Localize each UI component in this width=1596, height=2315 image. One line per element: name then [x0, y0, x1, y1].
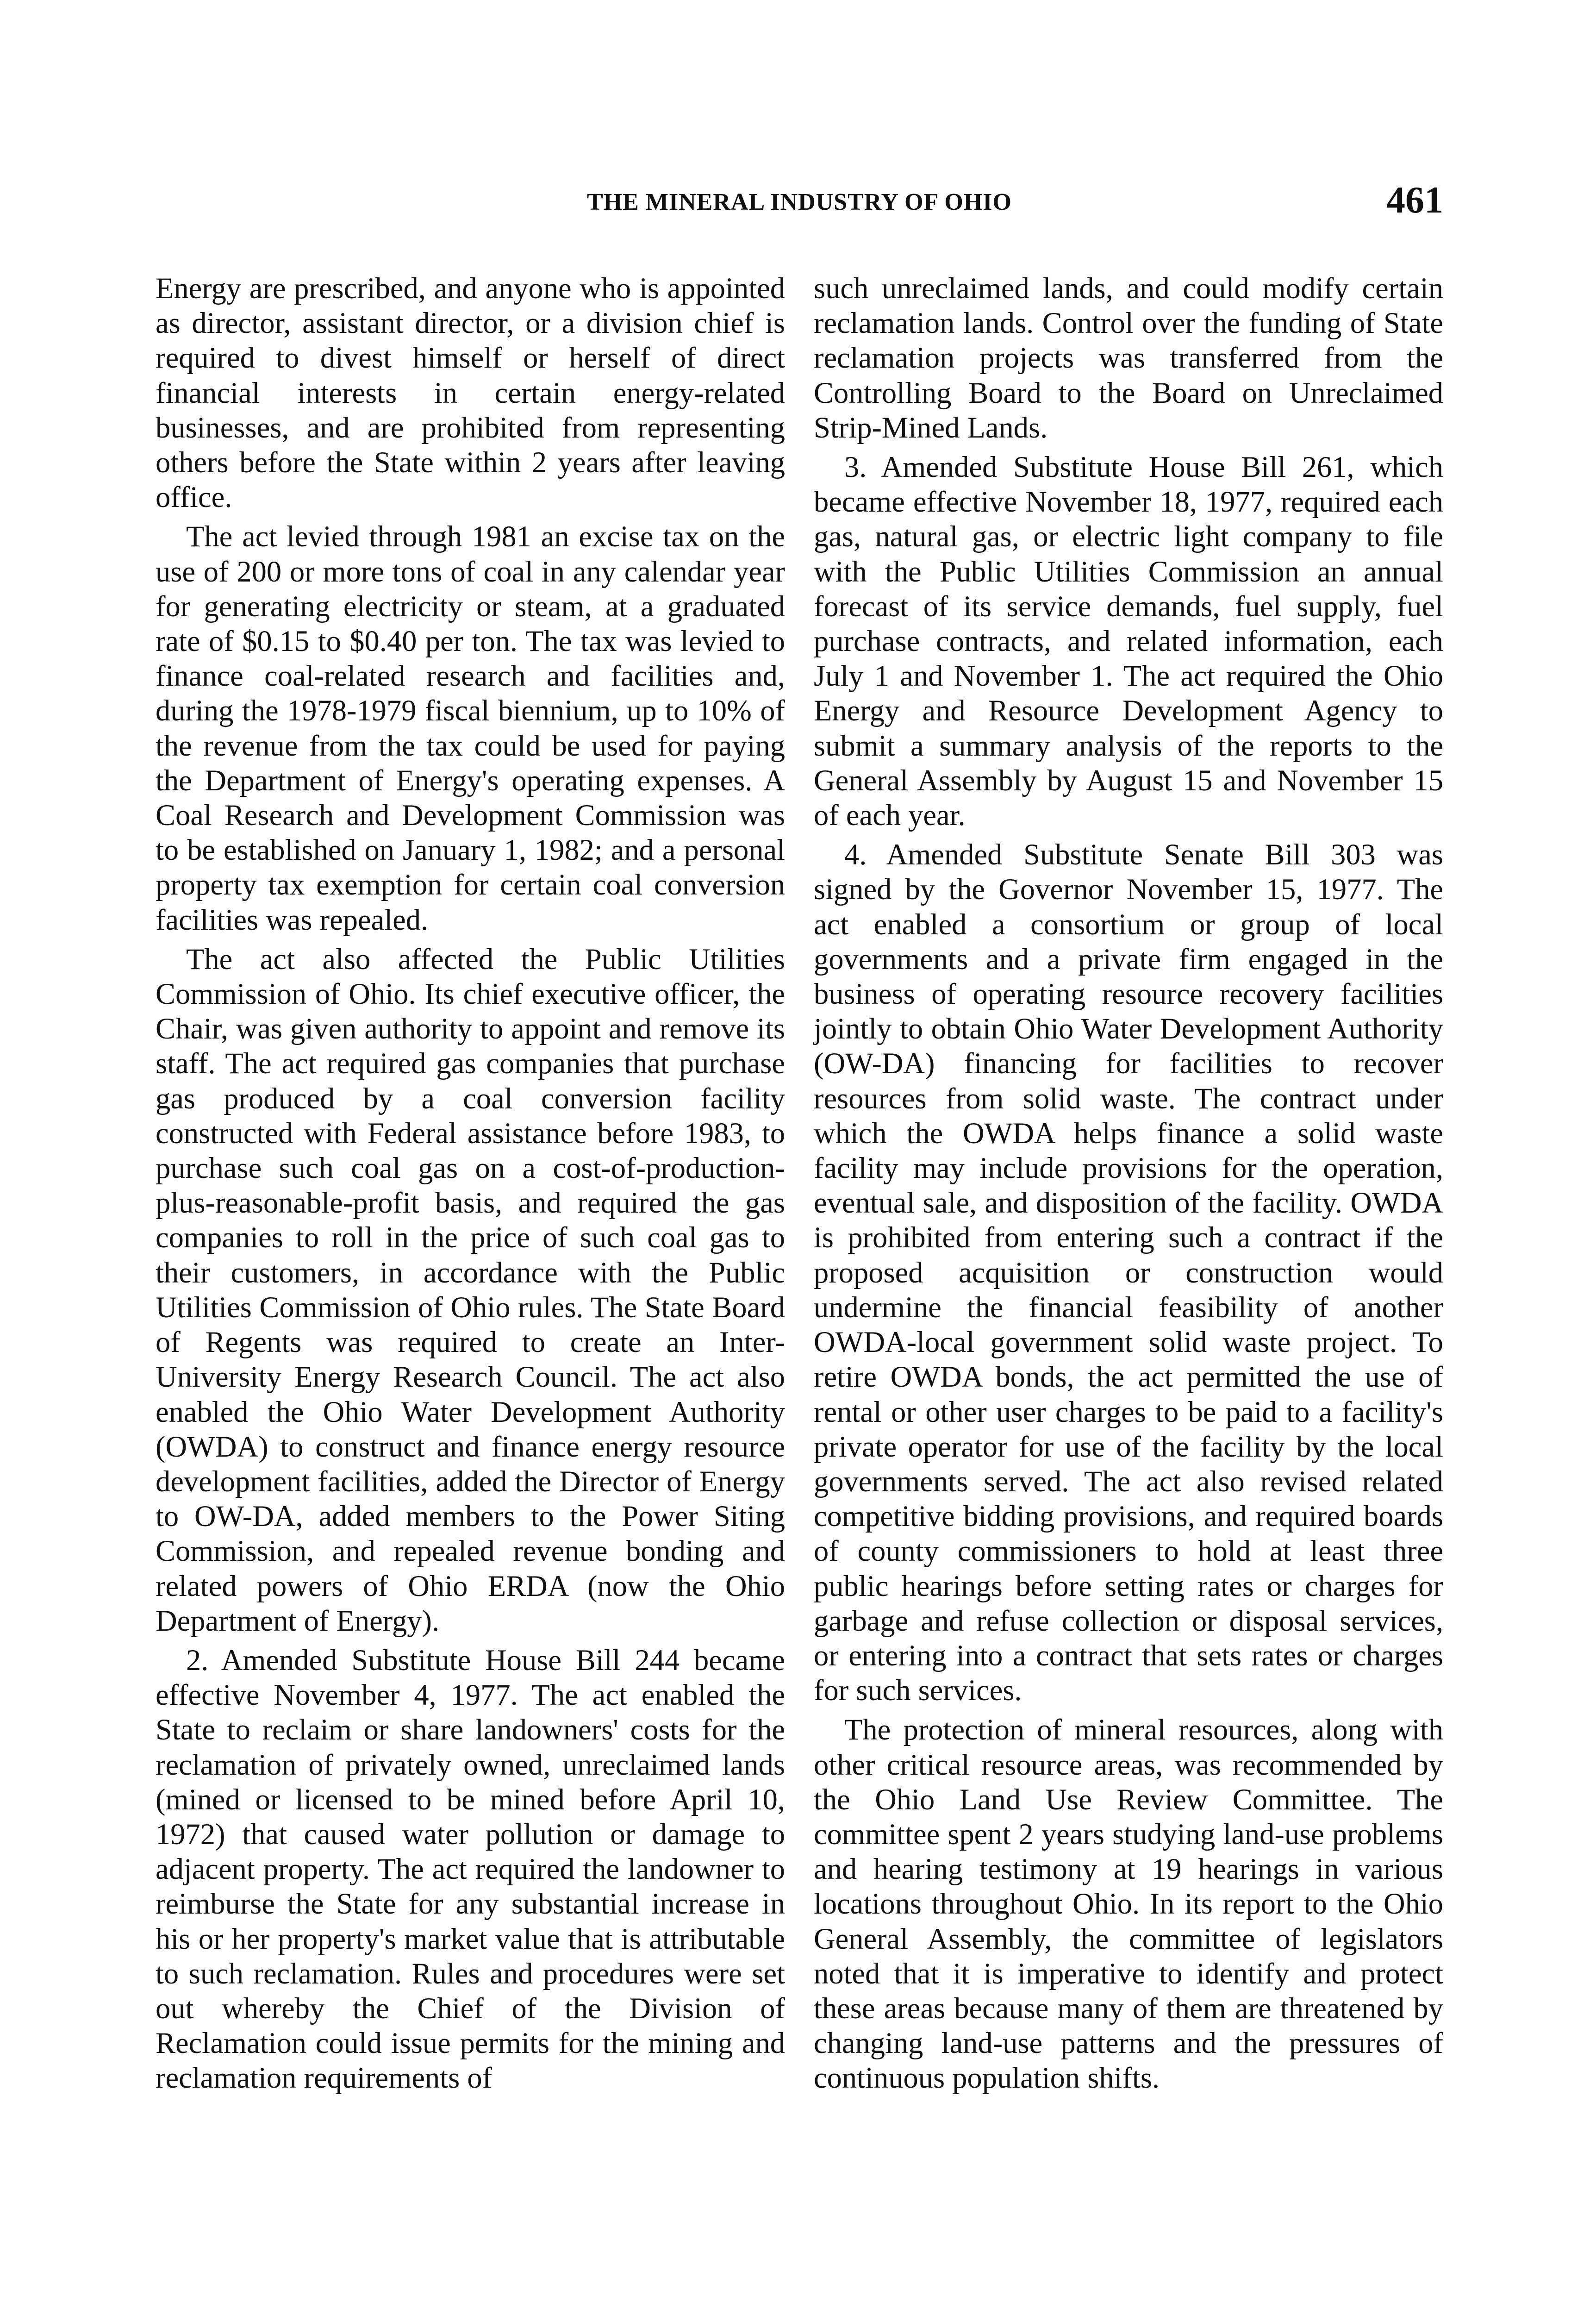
page-header — [156, 178, 1443, 234]
paragraph-unreclaimed-lands-continued: such unreclaimed lands, and could modify certain reclamation lands. Control over the funding of State reclamation projects was transferred from the Controlling Board to the Board on Unreclaimed Strip-Mined Lands. — [814, 272, 1443, 444]
paragraph-senate-bill-303: 4. Amended Substitute Senate Bill 303 was signed by the Governor November 15, 1977. The act enabled a consortium or group of local governments and a private firm engaged in the business of operating resource recovery facilities jointly to obtain Ohio Water Development Authority (OW-DA) financing for facilities to recover resources from solid waste. The contract under which the OWDA helps finance a solid waste facility may include provisions for the operation, eventual sale, and disposition of the facility. OWDA is prohibited from entering such a contract if the proposed acquisition or construction would undermine the financial feasibility of another OWDA-local government solid waste project. To retire OWDA bonds, the act permitted the use of rental or other user charges to be paid to a facility's private operator for use of the facility by the local governments served. The act also revised related competitive bidding provisions, and required boards of county commissioners to hold at least three public hearings before setting rates or charges for garbage and refuse collection or disposal services, or entering into a contract that sets rates or charges for such services. — [814, 838, 1443, 1707]
paragraph-energy-director-continued: Energy are prescribed, and anyone who is appointed as director, assistant director, or a division chief is required to divest himself or herself of direct financial interests in certain energy-related businesses, and are prohibited from representing others before the State within 2 years after leaving office. — [156, 272, 785, 514]
right-column — [814, 271, 1443, 2096]
paragraph-public-utilities-commission: The act also affected the Public Utilities Commission of Ohio. Its chief executive officer, the Chair, was given authority to appoint and remove its staff. The act required gas companies that purchase gas produced by a coal conversion facility constructed with Federal assistance before 1983, to purchase such coal gas on a cost-of-production-plus-reasonable-profit basis, and required the gas companies to roll in the price of such coal gas to their customers, in accordance with the Public Utilities Commission of Ohio rules. The State Board of Regents was required to create an Inter-University Energy Research Council. The act also enabled the Ohio Water Development Authority (OWDA) to construct and finance energy resource development facilities, added the Director of Energy to OW-DA, added members to the Power Siting Commission, and repealed revenue bonding and related powers of Ohio ERDA (now the Ohio Department of Energy). — [156, 942, 785, 1637]
page-number: 461 — [1386, 179, 1443, 221]
paragraph-house-bill-244: 2. Amended Substitute House Bill 244 became effective November 4, 1977. The act enabled the State to reclaim or share landowners' costs for the reclamation of privately owned, unreclaimed lands (mined or licensed to be mined before April 10, 1972) that caused water pollution or damage to adjacent property. The act required the landowner to reimburse the State for any substantial increase in his or her property's market value that is attributable to such reclamation. Rules and procedures were set out whereby the Chief of the Division of Reclamation could issue permits for the mining and reclamation requirements of — [156, 1643, 785, 2095]
paragraph-land-use-review: The protection of mineral resources, along with other critical resource areas, was recommended by the Ohio Land Use Review Committee. The committee spent 2 years studying land-use problems and hearing testimony at 19 hearings in various locations throughout Ohio. In its report to the Ohio General Assembly, the committee of legislators noted that it is imperative to identify and protect these areas because many of them are threatened by changing land-use patterns and the pressures of continuous population shifts. — [814, 1713, 1443, 2095]
paragraph-house-bill-261: 3. Amended Substitute House Bill 261, which became effective November 18, 1977, required each gas, natural gas, or electric light company to file with the Public Utilities Commission an annual forecast of its service demands, fuel supply, fuel purchase contracts, and related information, each July 1 and November 1. The act required the Ohio Energy and Resource Development Agency to submit a summary analysis of the reports to the General Assembly by August 15 and November 15 of each year. — [814, 450, 1443, 832]
paragraph-excise-tax: The act levied through 1981 an excise tax on the use of 200 or more tons of coal in any calendar year for generating electricity or steam, at a graduated rate of $0.15 to $0.40 per ton. The tax was levied to finance coal-related research and facilities and, during the 1978-1979 fiscal biennium, up to 10% of the revenue from the tax could be used for paying the Department of Energy's operating expenses. A Coal Research and Development Commission was to be established on January 1, 1982; and a personal property tax exemption for certain coal conversion facilities was repealed. — [156, 520, 785, 936]
running-title: THE MINERAL INDUSTRY OF OHIO — [587, 189, 1012, 215]
left-column — [156, 271, 785, 2096]
